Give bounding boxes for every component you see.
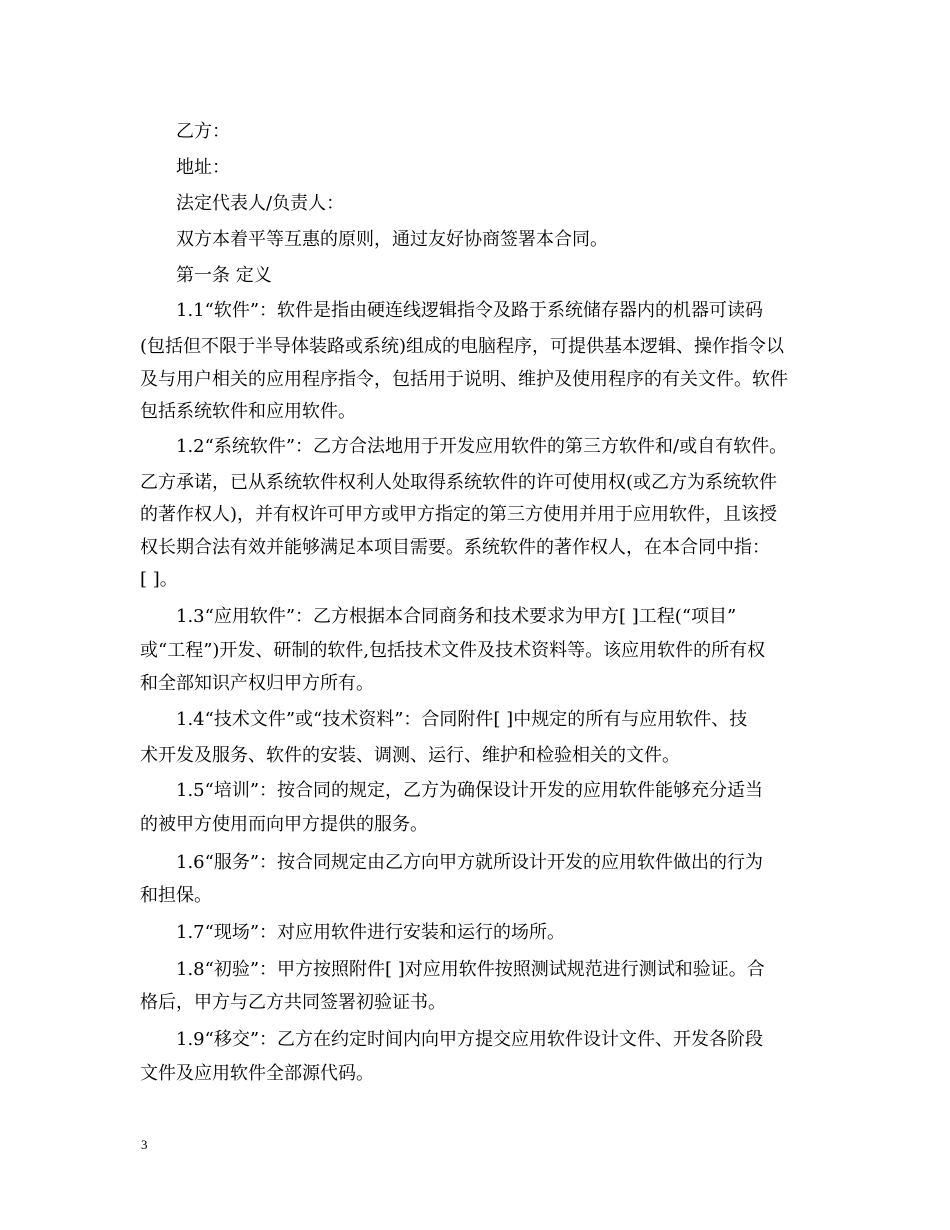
- definition-1-2-line: [ ]。: [140, 569, 178, 590]
- definition-1-4-line: 术开发及服务、软件的安装、调测、运行、维护和检验相关的文件。: [140, 745, 680, 766]
- definition-1-1-line: 包括系统软件和应用软件。: [140, 401, 356, 422]
- definition-1-3-line: 1.3“应用软件”：乙方根据本合同商务和技术要求为甲方[ ]工程(“项目”: [176, 606, 737, 627]
- definition-1-4-line: 1.4“技术文件”或“技术资料”：合同附件[ ]中规定的所有与应用软件、技: [176, 709, 748, 730]
- definition-1-1-line: (包括但不限于半导体装路或系统)组成的电脑程序，可提供基本逻辑、操作指令以: [140, 336, 785, 357]
- definition-1-8-line: 1.8“初验”：甲方按照附件[ ]对应用软件按照测试规范进行测试和验证。合: [176, 959, 765, 980]
- definition-1-6-line: 和担保。: [140, 885, 212, 906]
- definition-1-3-line: 或“工程”)开发、研制的软件,包括技术文件及技术资料等。该应用软件的所有权: [140, 640, 766, 661]
- definition-1-8-line: 格后，甲方与乙方共同签署初验证书。: [140, 992, 446, 1013]
- article-heading: 第一条 定义: [176, 265, 272, 286]
- definition-1-2-line: 权长期合法有效并能够满足本项目需要。系统软件的著作权人，在本合同中指：: [140, 537, 770, 558]
- definition-1-7-line: 1.7“现场”：对应用软件进行安装和运行的场所。: [176, 922, 566, 943]
- preamble-line: 双方本着平等互惠的原则，通过友好协商签署本合同。: [176, 229, 608, 250]
- definition-1-5-line: 1.5“培训”：按合同的规定，乙方为确保设计开发的应用软件能够充分适当: [176, 780, 764, 801]
- definition-1-2-line: 的著作权人)，并有权许可甲方或甲方指定的第三方使用并用于应用软件，且该授: [140, 504, 778, 525]
- legal-representative-line: 法定代表人/负责人：: [176, 193, 345, 214]
- definition-1-6-line: 1.6“服务”：按合同规定由乙方向甲方就所设计开发的应用软件做出的行为: [176, 852, 764, 873]
- party-b-line: 乙方：: [176, 121, 230, 142]
- definition-1-1-line: 1.1“软件”：软件是指由硬连线逻辑指令及路于系统储存器内的机器可读码: [176, 300, 764, 321]
- address-line: 地址：: [176, 157, 230, 178]
- definition-1-3-line: 和全部知识产权归甲方所有。: [140, 673, 374, 694]
- definition-1-5-line: 的被甲方使用而向甲方提供的服务。: [140, 814, 428, 835]
- definition-1-1-line: 及与用户相关的应用程序指令，包括用于说明、维护及使用程序的有关文件。软件: [140, 369, 788, 390]
- definition-1-9-line: 1.9“移交”：乙方在约定时间内向甲方提交应用软件设计文件、开发各阶段: [176, 1029, 764, 1050]
- definition-1-2-line: 1.2“系统软件”：乙方合法地用于开发应用软件的第三方软件和/或自有软件。: [176, 436, 788, 457]
- definition-1-9-line: 文件及应用软件全部源代码。: [140, 1063, 374, 1084]
- definition-1-2-line: 乙方承诺，已从系统软件权利人处取得系统软件的许可使用权(或乙方为系统软件: [140, 472, 778, 493]
- page-number: 3: [141, 1137, 148, 1152]
